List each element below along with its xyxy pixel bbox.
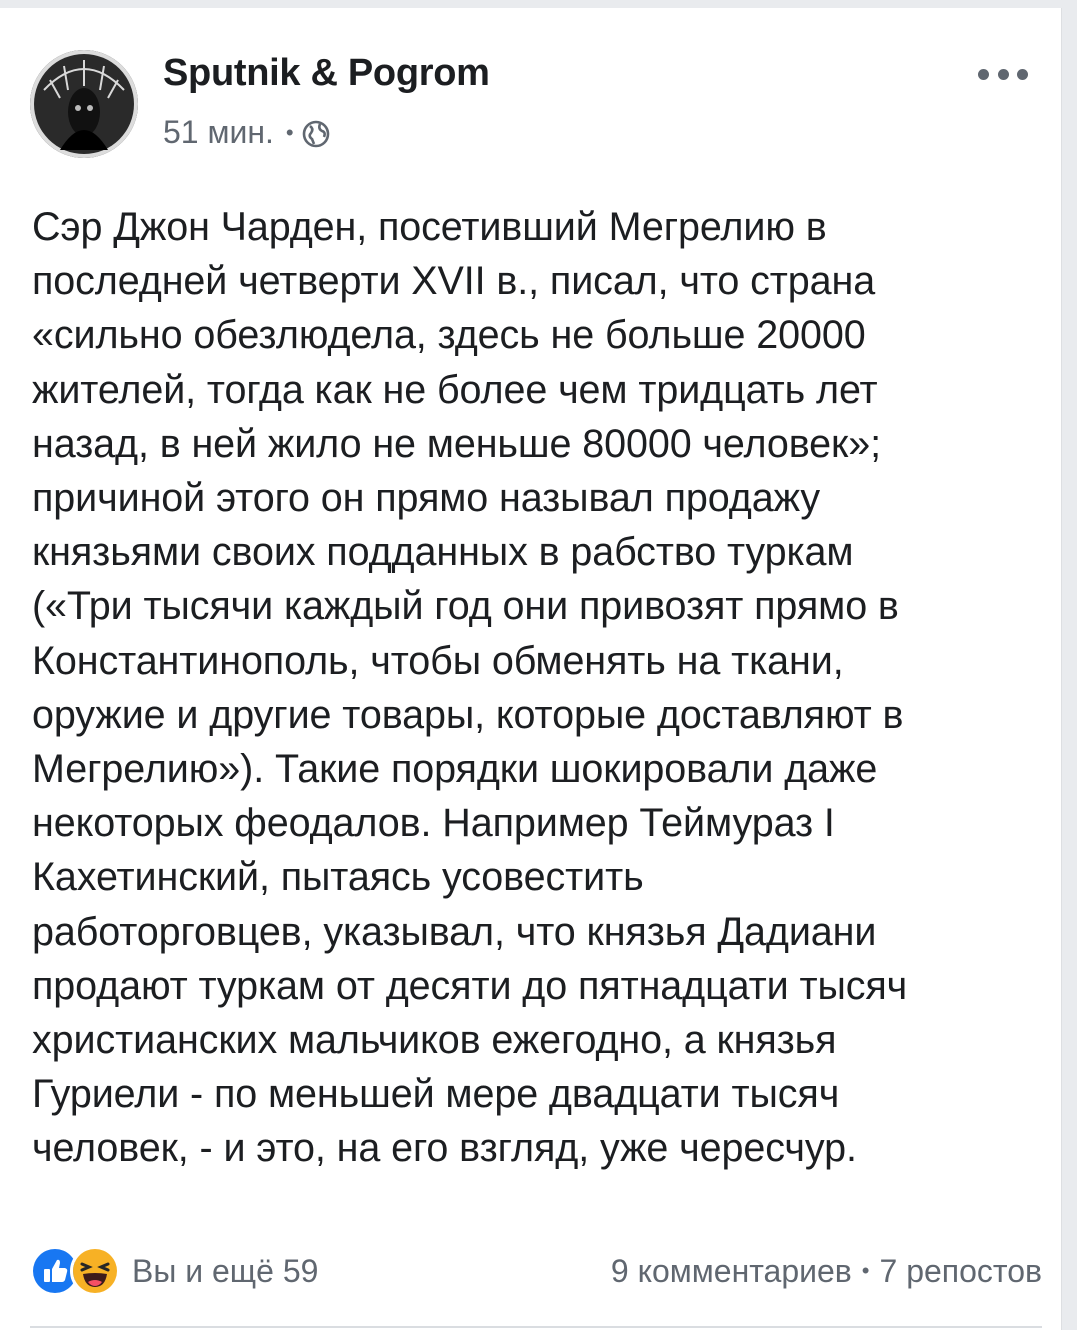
post-stats <box>611 1253 1042 1290</box>
globe-icon <box>302 119 330 147</box>
post-footer <box>30 1246 1042 1296</box>
comments-count-link[interactable]: 9 комментариев <box>610 1252 852 1289</box>
footer-divider <box>30 1326 1042 1328</box>
shares-count-link[interactable]: 7 репостов <box>879 1252 1042 1289</box>
haha-icon <box>70 1246 120 1296</box>
post-card <box>0 8 1062 1330</box>
post-timestamp[interactable]: 51 мин. <box>163 114 274 150</box>
post-meta <box>163 114 330 151</box>
page-avatar[interactable] <box>30 50 138 158</box>
reactions-summary[interactable] <box>30 1246 318 1296</box>
page-name[interactable]: Sputnik & Pogrom <box>163 52 490 94</box>
post-body-text: Сэр Джон Чарден, посетивший Мегрелию в последней четверти XVII в., писал, что страна «сильно обезлюдела, здесь не больше 20000 жителей, тогда как не более чем тридцать лет назад, в ней жило не меньше 80000 человек»; причиной этого он прямо называл продажу князьями своих подданных в рабство туркам («Три тысячи каждый год они привозят прямо в Константинополь, чтобы обменять на ткани, оружие и другие товары, которые доставляют в Мегрелию»). Такие порядки шокировали даже некоторых феодалов. Например Теймураз I Кахетинский, пытаясь усовестить работорговцев, указывал, что князья Дадиани продают туркам от десяти до пятнадцати тысяч христианских мальчиков ежегодно, а князья Гуриели - по меньшей мере двадцати тысяч человек, - и это, на его взгляд, уже чересчур. <box>32 205 908 1171</box>
stats-separator: • <box>861 1258 870 1283</box>
reactors-label: Вы и ещё 59 <box>132 1252 319 1289</box>
meta-separator: • <box>285 119 294 145</box>
more-options-icon[interactable] <box>978 64 1028 84</box>
